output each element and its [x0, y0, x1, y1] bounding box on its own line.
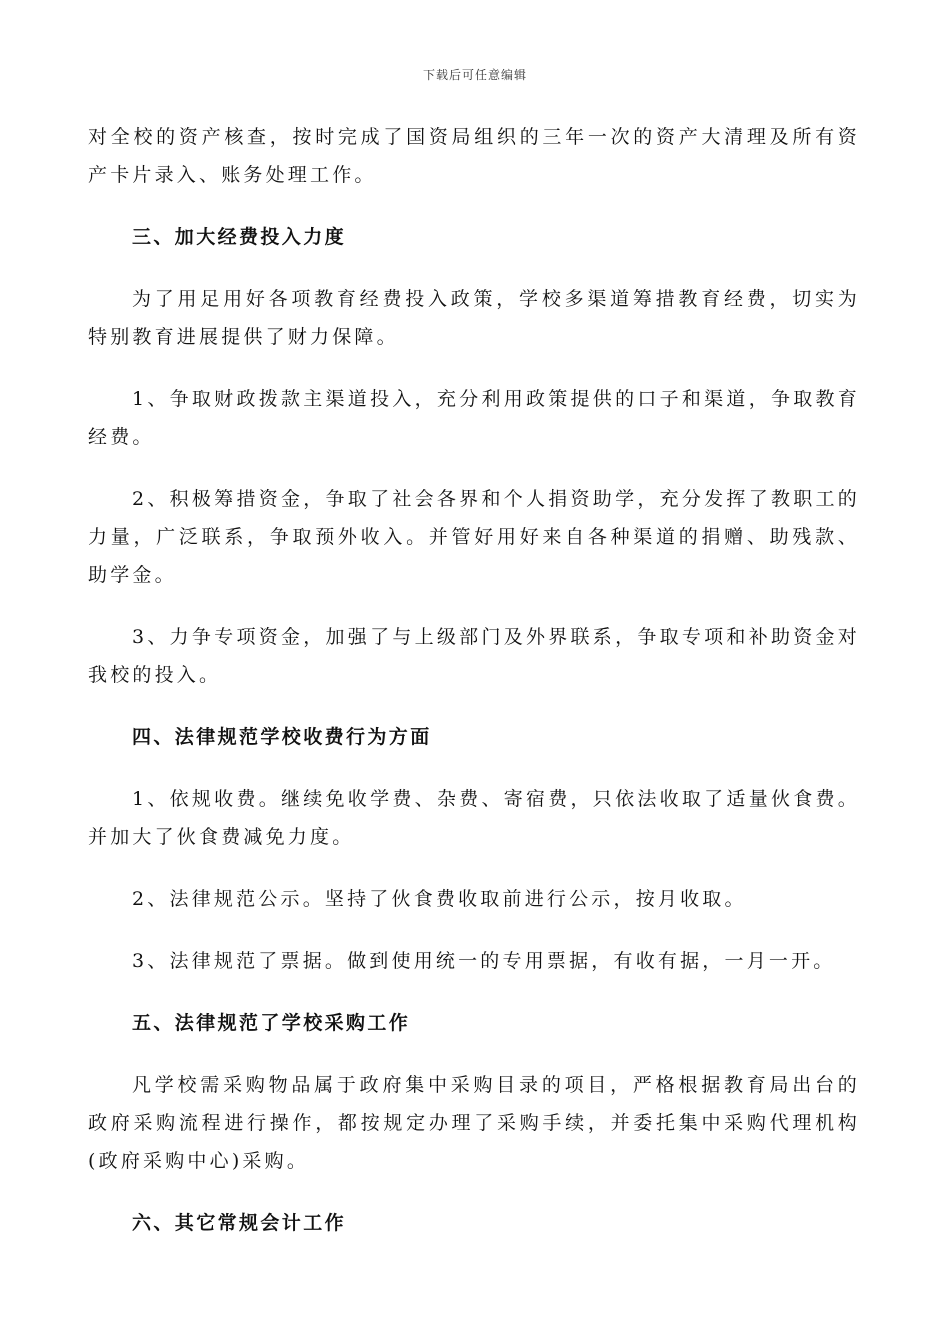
section-3-item-3: 3、力争专项资金，加强了与上级部门及外界联系，争取专项和补助资金对我校的投入。 [88, 626, 860, 686]
section-3-intro: 为了用足用好各项教育经费投入政策，学校多渠道筹措教育经费，切实为特别教育进展提供了财力保障。 [88, 288, 860, 348]
section-heading-3: 三、加大经费投入力度 [132, 226, 347, 248]
section-3-item-1: 1、争取财政拨款主渠道投入，充分利用政策提供的口子和渠道，争取教育经费。 [88, 388, 860, 448]
section-5-body: 凡学校需采购物品属于政府集中采购目录的项目，严格根据教育局出台的政府采购流程进行操作，都按规定办理了采购手续，并委托集中采购代理机构(政府采购中心)采购。 [88, 1074, 860, 1172]
section-heading-6: 六、其它常规会计工作 [132, 1212, 347, 1234]
section-4-item-2: 2、法律规范公示。坚持了伙食费收取前进行公示，按月收取。 [132, 888, 747, 910]
page-header-note: 下载后可任意编辑 [422, 68, 527, 82]
document-body [88, 118, 860, 1266]
section-3-item-2: 2、积极筹措资金，争取了社会各界和个人捐资助学，充分发挥了教职工的力量，广泛联系，争取预外收入。并管好用好来自各种渠道的捐赠、助残款、助学金。 [88, 488, 860, 586]
section-heading-5: 五、法律规范了学校采购工作 [132, 1012, 411, 1034]
section-4-item-3: 3、法律规范了票据。做到使用统一的专用票据，有收有据，一月一开。 [132, 950, 836, 972]
section-4-item-1: 1、依规收费。继续免收学费、杂费、寄宿费，只依法收取了适量伙食费。并加大了伙食费减免力度。 [88, 788, 860, 848]
section-heading-4: 四、法律规范学校收费行为方面 [132, 726, 432, 748]
intro-paragraph: 对全校的资产核查，按时完成了国资局组织的三年一次的资产大清理及所有资产卡片录入、账务处理工作。 [88, 126, 860, 186]
